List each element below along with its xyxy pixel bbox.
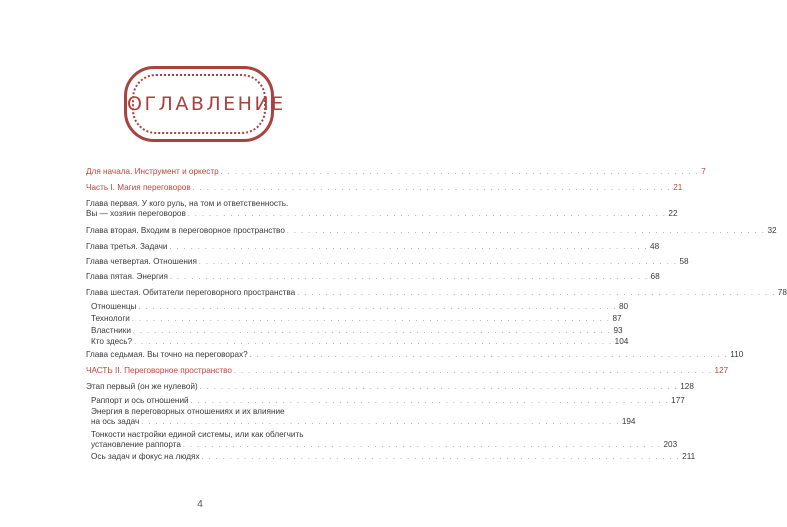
toc-entry-title: Отношенцы [91, 302, 137, 311]
toc-leader-dots: . . . . . . . . . . . . . . . . . . . . . . . . . . . . . . . . . . . . . . . . . . . . . . . . . . . . . . . . . . . . . . . . . . . . [297, 290, 776, 297]
toc-entry-page: 22 [668, 209, 678, 218]
toc-entry [86, 350, 744, 361]
toc-entry-title: на ось задач [91, 417, 140, 426]
toc-leader-dots: . . . . . . . . . . . . . . . . . . . . . . . . . . . . . . . . . . . . . . . . . . . . . . . . . . . . . . . . . . . . . . . . . . . . [134, 339, 613, 346]
toc-entry [86, 366, 729, 377]
toc-leader-dots: . . . . . . . . . . . . . . . . . . . . . . . . . . . . . . . . . . . . . . . . . . . . . . . . . . . . . . . . . . . . . . . . . . . . [286, 228, 766, 235]
toc-entry-page: 32 [767, 226, 777, 235]
toc-entry [86, 183, 683, 194]
toc-entry-title: Кто здесь? [91, 337, 133, 346]
toc-entry-title: Часть I. Магия переговоров [86, 183, 191, 192]
toc-entry [86, 257, 689, 268]
toc-entry-title: Для начала. Инструмент и оркестр [86, 167, 219, 176]
toc-entry-title: Технологи [91, 314, 130, 323]
toc-entry-title: Глава четвертая. Отношения [86, 257, 197, 266]
toc-leader-dots: . . . . . . . . . . . . . . . . . . . . . . . . . . . . . . . . . . . . . . . . . . . . . . . . . . . . . . . . . . . . . . . . . . . . [190, 398, 670, 405]
toc-entry-page: 21 [673, 183, 683, 192]
toc-entry [91, 396, 685, 407]
toc-entry-page: 80 [618, 302, 629, 311]
toc-entry-title: Глава седьмая. Вы точно на переговорах? [86, 350, 248, 359]
toc-leader-dots: . . . . . . . . . . . . . . . . . . . . . . . . . . . . . . . . . . . . . . . . . . . . . . . . . . . . . . . . . . . . . . . . . . . . [132, 328, 612, 335]
toc-entry-title: Раппорт и ось отношений [91, 396, 189, 405]
toc-leader-dots: . . . . . . . . . . . . . . . . . . . . . . . . . . . . . . . . . . . . . . . . . . . . . . . . . . . . . . . . . . . . . . . . . . . . [233, 368, 713, 375]
toc-leader-dots: . . . . . . . . . . . . . . . . . . . . . . . . . . . . . . . . . . . . . . . . . . . . . . . . . . . . . . . . . . . . . . . . . . . . [198, 259, 678, 266]
toc-leader-dots: . . . . . . . . . . . . . . . . . . . . . . . . . . . . . . . . . . . . . . . . . . . . . . . . . . . . . . . . . . . . . . . . . . . . [192, 185, 672, 192]
toc-entry-title: установление раппорта [91, 440, 181, 449]
toc-leader-dots: . . . . . . . . . . . . . . . . . . . . . . . . . . . . . . . . . . . . . . . . . . . . . . . . . . . . . . . . . . . . . . . . . . . . [169, 274, 649, 281]
toc-entry [86, 382, 694, 393]
toc-leader-dots: . . . . . . . . . . . . . . . . . . . . . . . . . . . . . . . . . . . . . . . . . . . . . . . . . . . . . . . . . . . . . . . . . . . . [249, 352, 729, 359]
toc-entry-page: 104 [614, 337, 629, 346]
toc-entry-page: 110 [730, 350, 744, 359]
toc-leader-dots: . . . . . . . . . . . . . . . . . . . . . . . . . . . . . . . . . . . . . . . . . . . . . . . . . . . . . . . . . . . . . . . . . . . . [169, 244, 649, 251]
toc-leader-dots: . . . . . . . . . . . . . . . . . . . . . . . . . . . . . . . . . . . . . . . . . . . . . . . . . . . . . . . . . . . . . . . . . . . . [138, 304, 617, 311]
toc-entry-title: Этап первый (он же нулевой) [86, 382, 198, 391]
toc-entry-title: Властники [91, 326, 131, 335]
toc-entry-title-line: Тонкости настройки единой системы, или как облегчить [91, 430, 304, 439]
toc-entry-title: Глава вторая. Входим в переговорное пространство [86, 226, 285, 235]
toc-entry-title: Ось задач и фокус на людях [91, 452, 200, 461]
toc-entry-page: 203 [663, 440, 678, 449]
toc-entry [91, 407, 636, 428]
toc-entry-page: 211 [682, 452, 696, 461]
toc-entry [86, 242, 660, 253]
toc-leader-dots: . . . . . . . . . . . . . . . . . . . . . . . . . . . . . . . . . . . . . . . . . . . . . . . . . . . . . . . . . . . . . . . . . . . . [199, 384, 679, 391]
page-title: ОГЛАВЛЕНИЕ [127, 93, 286, 115]
toc-entry [91, 326, 623, 337]
toc-leader-dots: . . . . . . . . . . . . . . . . . . . . . . . . . . . . . . . . . . . . . . . . . . . . . . . . . . . . . . . . . . . . . . . . . . . . [131, 316, 611, 323]
toc-entry-page: 87 [612, 314, 622, 323]
toc-entry [86, 167, 706, 178]
toc-entry-title-line: Энергия в переговорных отношениях и их влияние [91, 407, 285, 416]
toc-entry [91, 302, 629, 313]
toc-entry-title: Глава шестая. Обитатели переговорного пространства [86, 288, 296, 297]
toc-entry [91, 337, 629, 348]
page-number: 4 [197, 499, 203, 510]
toc-leader-dots: . . . . . . . . . . . . . . . . . . . . . . . . . . . . . . . . . . . . . . . . . . . . . . . . . . . . . . . . . . . . . . . . . . . . [182, 442, 662, 449]
toc-entry [86, 199, 678, 220]
toc-entry [86, 272, 660, 283]
toc-leader-dots: . . . . . . . . . . . . . . . . . . . . . . . . . . . . . . . . . . . . . . . . . . . . . . . . . . . . . . . . . . . . . . . . . . . . [201, 454, 681, 461]
toc-entry-page: 58 [679, 257, 689, 266]
toc-entry [86, 288, 787, 299]
toc-entry [86, 226, 777, 237]
toc-entry-title: Вы — хозяин переговоров [86, 209, 186, 218]
toc-entry-page: 127 [714, 366, 729, 375]
toc-entry-page: 194 [621, 417, 636, 426]
toc-entry-page: 93 [613, 326, 623, 335]
toc-entry-page: 68 [650, 272, 660, 281]
toc-entry-page: 177 [671, 396, 685, 405]
toc-entry-page: 48 [650, 242, 660, 251]
toc-entry-title: ЧАСТЬ II. Переговорное пространство [86, 366, 232, 375]
contents-heading-badge [124, 66, 286, 142]
toc-entry [91, 430, 678, 451]
toc-entry [91, 452, 696, 463]
toc-entry [91, 314, 622, 325]
toc-entry-page: 78 [777, 288, 787, 297]
toc-entry-title-line: Глава первая. У кого руль, на том и ответственность. [86, 199, 289, 208]
toc-entry-page: 128 [680, 382, 694, 391]
toc-leader-dots: . . . . . . . . . . . . . . . . . . . . . . . . . . . . . . . . . . . . . . . . . . . . . . . . . . . . . . . . . . . . . . . . . . . . [187, 211, 667, 218]
toc-entry-title: Глава пятая. Энергия [86, 272, 168, 281]
toc-entry-page: 7 [701, 167, 706, 176]
toc-leader-dots: . . . . . . . . . . . . . . . . . . . . . . . . . . . . . . . . . . . . . . . . . . . . . . . . . . . . . . . . . . . . . . . . . . . . [141, 419, 620, 426]
toc-leader-dots: . . . . . . . . . . . . . . . . . . . . . . . . . . . . . . . . . . . . . . . . . . . . . . . . . . . . . . . . . . . . . . . . . . . . [220, 169, 700, 176]
toc-entry-title: Глава третья. Задачи [86, 242, 168, 251]
